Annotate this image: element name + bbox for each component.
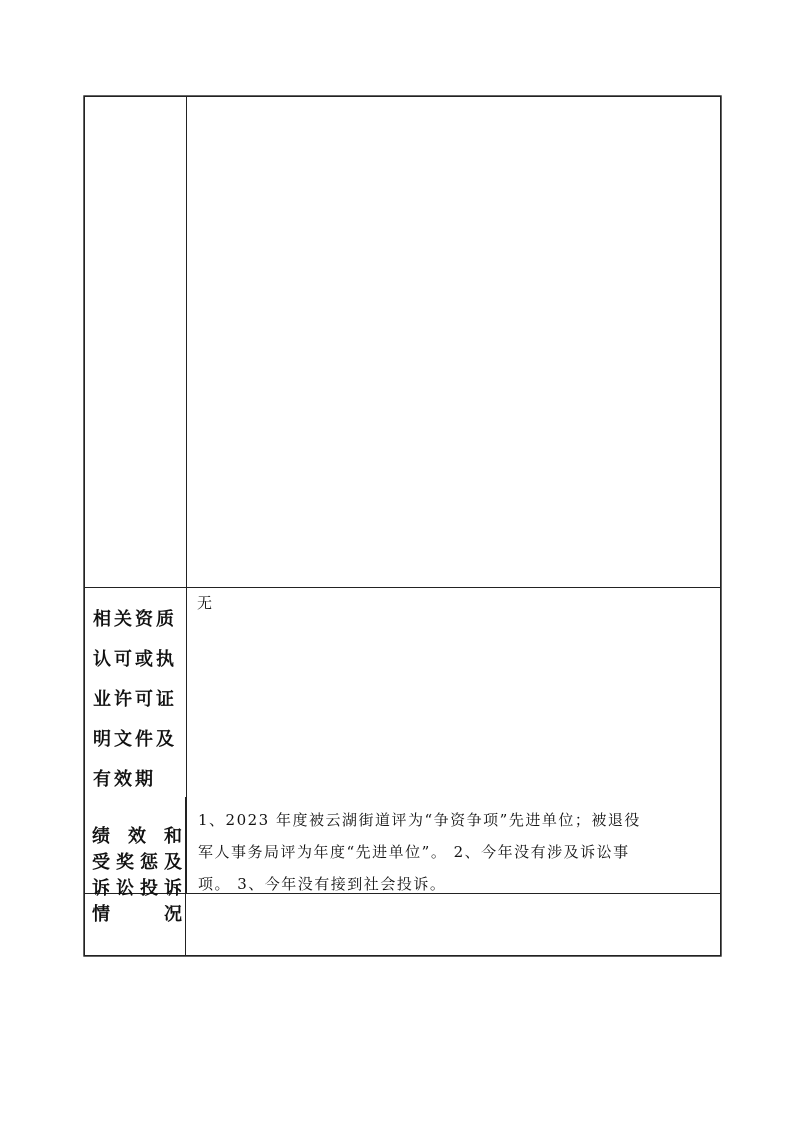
top-row [85,97,720,588]
label-char: 诉 [92,878,110,899]
qualification-value: 无 [197,594,213,612]
performance-label-line [92,850,182,876]
qualification-label-line: 明文件及 [93,729,177,750]
qualification-label-line: 认可或执 [93,649,177,670]
performance-label-line [92,876,182,902]
performance-line: 项。 3、今年没有接到社会投诉。 [198,875,447,893]
label-char: 惩 [140,852,158,873]
performance-line: 军人事务局评为年度“先进单位”。 2、今年没有涉及诉讼事 [198,843,630,861]
label-char: 绩 [92,826,110,847]
qualification-label-line: 有效期 [93,769,156,790]
top-label-cell [85,97,187,587]
label-char: 况 [164,904,182,925]
performance-line: 1、2023 年度被云湖街道评为“争资争项”先进单位；被退役 [198,811,641,829]
top-content-cell [187,97,720,587]
performance-content [186,797,721,956]
label-char: 奖 [116,852,134,873]
label-char: 和 [164,826,182,847]
qualification-label-line: 业许可证 [93,689,177,710]
label-char: 情 [92,904,110,925]
label-char: 讼 [116,878,134,899]
performance-label-line [92,824,182,850]
performance-row [84,797,721,956]
qualification-label-line: 相关资质 [93,609,177,630]
performance-label-line [92,902,182,928]
label-char: 效 [128,826,146,847]
label-char: 投 [140,878,158,899]
label-char: 受 [92,852,110,873]
label-char: 及 [164,852,182,873]
label-char: 诉 [164,878,182,899]
performance-label [84,797,186,956]
